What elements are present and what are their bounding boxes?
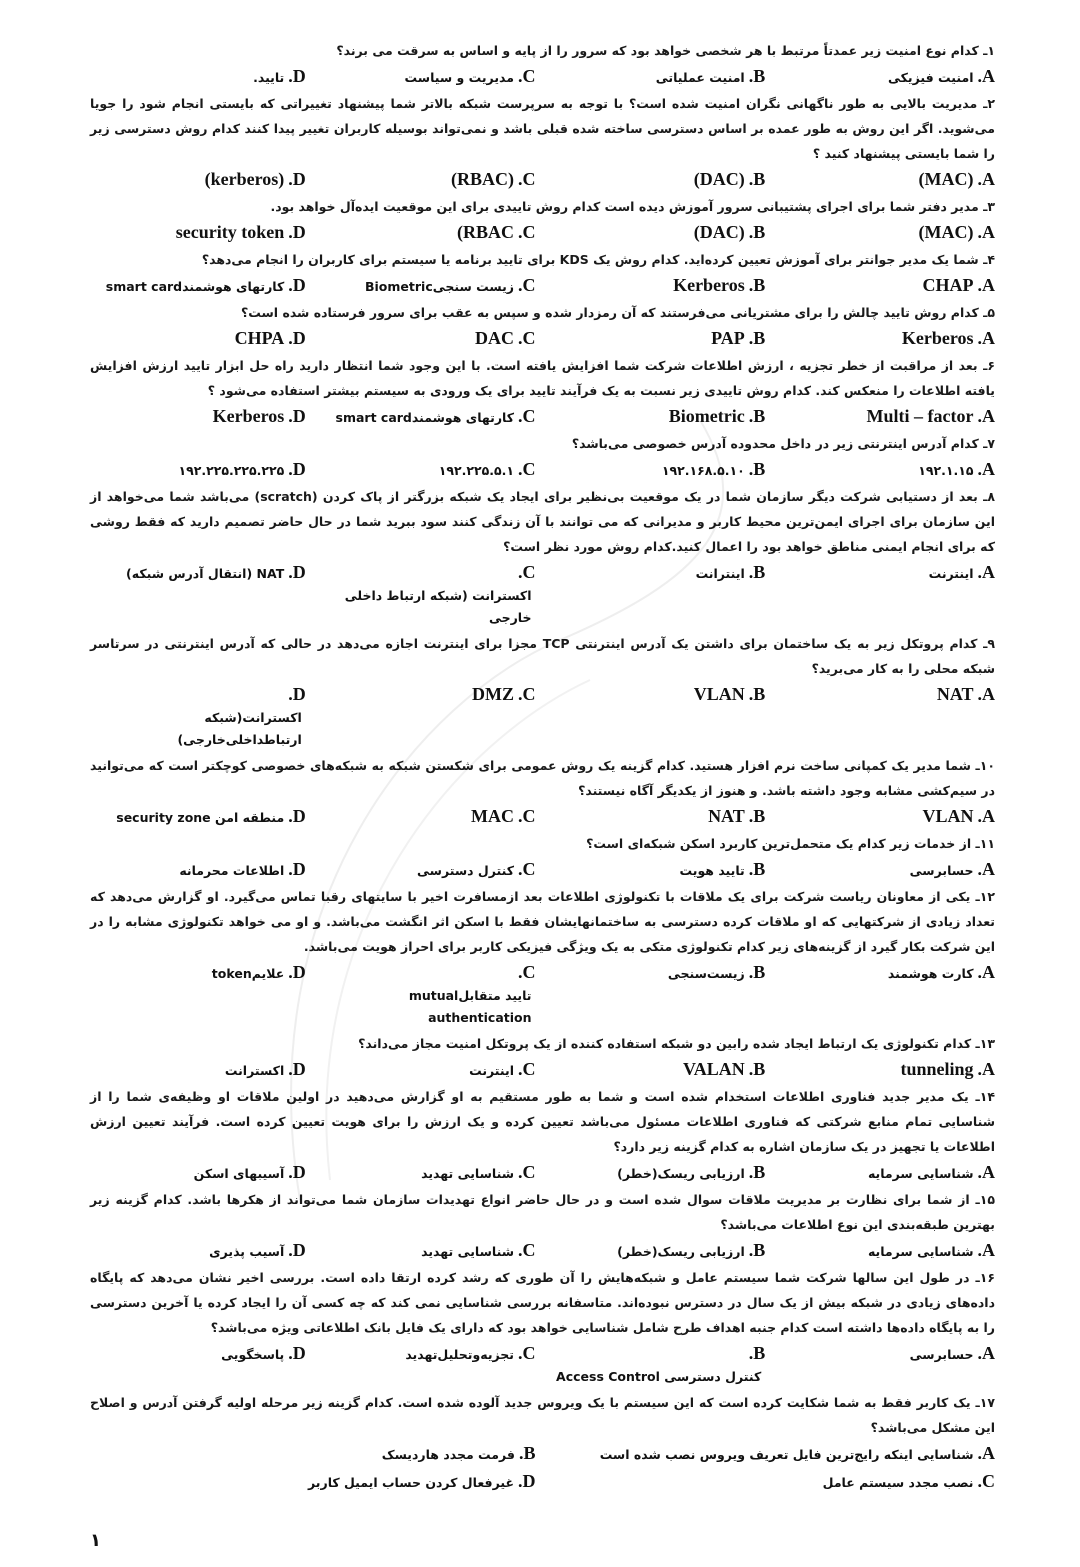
option-letter: B .	[749, 803, 766, 829]
option-letter: C .	[518, 1159, 536, 1185]
answer-option[interactable]	[320, 325, 536, 351]
answer-option[interactable]	[779, 272, 995, 298]
answer-option[interactable]	[550, 325, 766, 351]
answer-option[interactable]	[90, 1440, 536, 1466]
option-letter: D .	[288, 803, 306, 829]
option-text: شناسایی تهدید	[421, 1166, 514, 1181]
answer-option[interactable]	[90, 856, 306, 882]
option-letter: C .	[518, 1237, 536, 1263]
answer-option[interactable]	[779, 803, 995, 829]
answer-option[interactable]	[90, 325, 306, 351]
option-text: NAT	[708, 806, 745, 826]
question-text: ۶ـ بعد از مراقبت از خطر تجزیه ، ارزش اطلاعات شرکت شما افزایش یافته است. با این وجود شما انتظار دارید راه حل ابزار تایید ارزش افزایش یافته اطلاعات را منعکس کند. کدام روش تاییدی زیر نسبت به یک فرآیند تایید برای یک ورودی به سیستم بیشتر استفاده می‌شود ؟	[90, 358, 995, 398]
answer-option[interactable]	[550, 1237, 766, 1263]
option-text: CHPA	[234, 328, 285, 348]
option-text: زیست‌سنجی	[667, 966, 745, 981]
option-letter: B .	[749, 456, 766, 482]
option-text: شناسایی سرمایه	[867, 1166, 974, 1181]
option-text: VALAN	[683, 1059, 745, 1079]
option-letter: B .	[749, 1237, 766, 1263]
answer-option[interactable]	[550, 403, 766, 429]
option-text: (kerberos)	[204, 169, 285, 189]
option-letter: B .	[749, 559, 766, 585]
answer-option[interactable]	[90, 959, 306, 1029]
option-letter: A .	[978, 63, 996, 89]
option-text: ۱۹۲.۲۲۵.۲۲۵.۲۲۵	[178, 463, 285, 478]
answer-option[interactable]	[779, 456, 995, 482]
option-letter: D .	[288, 272, 306, 298]
answer-option[interactable]	[550, 63, 766, 89]
option-letter: A .	[978, 325, 996, 351]
options-row	[90, 1340, 995, 1388]
option-letter: A .	[978, 1237, 996, 1263]
option-letter: A .	[978, 1340, 996, 1366]
answer-option[interactable]	[550, 1440, 996, 1466]
answer-option[interactable]	[90, 1340, 306, 1388]
option-text: پاسخگویی	[221, 1347, 285, 1362]
option-text: کارت هوشمند	[887, 966, 974, 981]
option-letter: A .	[978, 219, 996, 245]
options-row	[90, 681, 995, 751]
option-text: حسابرسی	[909, 1347, 974, 1362]
option-text: (MAC)	[918, 169, 974, 189]
option-letter: C .	[518, 856, 536, 882]
answer-option[interactable]	[779, 219, 995, 245]
question-text: ۳ـ مدیر دفتر شما برای اجرای پشتیبانی سرور آموزش دیده است کدام روش تاییدی برای این موقعیت ایده‌آل خواهد بود.	[270, 199, 995, 214]
option-letter: A .	[978, 1159, 996, 1185]
option-letter: C .	[518, 1056, 536, 1082]
question-text: ۱۵ـ از شما برای نظارت بر مدیریت ملاقات سوال شده است و در حال حاضر انواع تهدیدات سازمان شما می‌تواند از هکرها باشد. کدام گزینه زیر بهترین طبقه‌بندی این نوع اطلاعات می‌باشد؟	[90, 1192, 995, 1232]
option-letter: C .	[518, 1340, 536, 1366]
option-text: کنترل دسترسی	[417, 863, 514, 878]
answer-option[interactable]	[320, 219, 536, 245]
answer-option[interactable]	[779, 856, 995, 882]
answer-option[interactable]	[779, 559, 995, 629]
option-text: اطلاعات محرمانه	[179, 863, 285, 878]
option-text: حسابرسی	[909, 863, 974, 878]
answer-option[interactable]	[320, 166, 536, 192]
option-text: RBAC)	[456, 222, 514, 242]
option-text: ۱۹۲.۱۶۸.۵.۱۰	[661, 463, 745, 478]
answer-option[interactable]	[550, 219, 766, 245]
options-row	[90, 856, 995, 882]
answer-option[interactable]	[550, 1468, 996, 1494]
option-letter: B .	[749, 1159, 766, 1185]
option-text: DMZ	[472, 684, 514, 704]
option-letter: D .	[288, 219, 306, 245]
answer-option[interactable]	[90, 272, 306, 298]
option-text: Kerberos	[212, 406, 285, 426]
options-row	[90, 272, 995, 298]
answer-option[interactable]	[90, 403, 306, 429]
option-text: زیست سنجیBiometric	[365, 279, 514, 294]
options-row	[90, 959, 995, 1029]
option-text: منطقه امن security zone	[116, 810, 285, 825]
option-letter: C .	[518, 959, 536, 985]
answer-option[interactable]	[90, 1468, 536, 1494]
answer-option[interactable]	[90, 1056, 306, 1082]
option-text: تایید متقابلmutual authentication	[408, 988, 532, 1025]
answer-option[interactable]	[550, 1159, 766, 1185]
option-text: (DAC)	[693, 222, 745, 242]
option-text: مدیریت و سیاست	[404, 70, 514, 85]
answer-option[interactable]	[550, 959, 766, 1029]
option-text: VLAN	[693, 684, 745, 704]
option-text: شناسایی سرمایه	[867, 1244, 974, 1259]
answer-option[interactable]	[320, 1340, 536, 1388]
answer-option[interactable]	[779, 403, 995, 429]
answer-option[interactable]	[320, 681, 536, 751]
option-text: امنیت فیزیکی	[888, 70, 974, 85]
option-text: (MAC)	[918, 222, 974, 242]
option-letter: C .	[518, 456, 536, 482]
answer-option[interactable]	[320, 63, 536, 89]
option-letter: B .	[749, 63, 766, 89]
answer-option[interactable]	[90, 1237, 306, 1263]
option-letter: B .	[749, 272, 766, 298]
option-letter: C .	[518, 219, 536, 245]
answer-option[interactable]	[779, 959, 995, 1029]
option-letter: D .	[288, 403, 306, 429]
option-text: اکسترانت(شبکه ارتباطداخلی‌خارجی)	[177, 710, 302, 747]
option-text: شناسایی اینکه رایج‌ترین فایل تعریف ویروس نصب شده است	[599, 1447, 974, 1462]
option-letter: A .	[978, 559, 996, 585]
option-text: تجزیه‌وتحلیل‌تهدید	[405, 1347, 514, 1362]
option-letter: B .	[749, 856, 766, 882]
option-letter: D .	[288, 456, 306, 482]
option-letter: A .	[978, 1440, 996, 1466]
option-text: اکسترانت (شبکه ارتباط داخلی خارجی	[344, 588, 532, 625]
option-letter: C .	[518, 403, 536, 429]
answer-option[interactable]	[90, 63, 306, 89]
answer-option[interactable]	[550, 456, 766, 482]
question-text: ۸ـ بعد از دستیابی شرکت دیگر سازمان شما در یک موقعیت بی‌نظیر برای ایجاد یک شبکه بزرگتر از پاک کردن (scratch) می‌باشد شما می‌خواهد از این سازمان برای اجرای ایمن‌ترین محیط کاربر و مدیرانی که می توانند با آن زندگی کنند سود ببرید شما در حال حاضر تصمیم دارید که فقط روشی که برای انجام ایمنی مناطق خواهد بود را اعمال کنید.کدام روش مورد نظر است؟	[90, 489, 995, 554]
options-row	[90, 403, 995, 429]
option-letter: B .	[749, 681, 766, 707]
option-letter: C .	[518, 681, 536, 707]
option-letter: A .	[978, 272, 996, 298]
option-letter: C .	[518, 325, 536, 351]
answer-option[interactable]	[550, 559, 766, 629]
option-letter: C .	[518, 803, 536, 829]
option-letter: C .	[518, 63, 536, 89]
options-row	[90, 166, 995, 192]
option-text: آسیبهای اسکن	[193, 1166, 285, 1181]
answer-option[interactable]	[320, 856, 536, 882]
question-text: ۱۰ـ شما مدیر یک کمپانی ساخت نرم افزار هستید. کدام گزینه یک روش عمومی برای شکستن شبکه به شبکه‌های خصوصی کوچکتر است که می‌توانید در سیم‌کشی مشابه وجود داشته باشد. و هنوز از یکدیگر آگاه نیستند؟	[90, 758, 995, 798]
option-text: شناسایی تهدید	[421, 1244, 514, 1259]
answer-option[interactable]	[550, 272, 766, 298]
option-letter: B .	[519, 1440, 536, 1466]
option-text: VLAN	[922, 806, 974, 826]
options-row	[90, 1468, 995, 1494]
answer-option[interactable]	[320, 456, 536, 482]
answer-option[interactable]	[550, 1056, 766, 1082]
option-letter: A .	[978, 1056, 996, 1082]
answer-option[interactable]	[779, 681, 995, 751]
option-text: فرمت مجدد هاردیسک	[381, 1447, 515, 1462]
question-text: ۱ـ کدام نوع امنیت زیر عمدتاً مرتبط با هر شخصی خواهد بود که سرور را از پایه و اساس به سرقت می برند؟	[336, 43, 995, 58]
answer-option[interactable]	[779, 325, 995, 351]
option-text: Biometric	[668, 406, 745, 426]
option-text: ارزیابی ریسک(خطر)	[617, 1166, 745, 1181]
answer-option[interactable]	[320, 1159, 536, 1185]
option-text: NAT	[936, 684, 974, 704]
option-text: نصب مجدد سیستم عامل	[822, 1475, 974, 1490]
answer-option[interactable]	[320, 559, 536, 629]
question-text: ۱۶ـ در طول این سالها شرکت شما سیستم عامل و شبکه‌هایش را آن طوری که رشد کرده ارتقا داده است. بررسی اخیر نشان می‌دهد که پایگاه داده‌های زیادی در شبکه بیش از یک سال در دسترس نبوده‌اند. متاسفانه بررسی شناسایی نمی کند که چه کسی آن را ایجاد کرده یا آخرین دسترسی را به پایگاه داده‌ها داشته است کدام جنبه اهداف طرح شامل شناسایی خواهد بود که دارای یک فایل بانک اطلاعاتی ویژه می‌باشد؟	[90, 1270, 995, 1335]
question-text: ۱۱ـ از خدمات زیر کدام یک متحمل‌ترین کاربرد اسکن شبکه‌ای است؟	[586, 836, 995, 851]
answer-option[interactable]	[779, 1237, 995, 1263]
options-row	[90, 1056, 995, 1082]
option-text: ارزیابی ریسک(خطر)	[617, 1244, 745, 1259]
answer-option[interactable]	[320, 1237, 536, 1263]
answer-option[interactable]	[320, 403, 536, 429]
option-text: tunneling	[900, 1059, 974, 1079]
answer-option[interactable]	[90, 1159, 306, 1185]
question-text: ۲ـ مدیریت بالایی به طور ناگهانی نگران امنیت شده است؟ با توجه به سرپرست شبکه بالاتر شما پیشنهاد تغییراتی که بایستی انجام شود را جویا می‌شوید. اگر این روش به طور عمده بر اساس دسترسی ساخته شده قبلی باشد و نمی‌تواند بوسیله کاربران تغییر پیدا کنند کدام روش دسترسی زیر را شما بایستی پیشنهاد کنید ؟	[90, 96, 995, 161]
options-row	[90, 1440, 995, 1466]
question-text: ۱۳ـ کدام تکنولوژی یک ارتباط ایجاد شده رابین دو شبکه استفاده کننده از یک پروتکل امنیت مجاز می‌داند؟	[358, 1036, 995, 1051]
options-row	[90, 1159, 995, 1185]
answer-option[interactable]	[90, 559, 306, 629]
answer-option[interactable]	[90, 456, 306, 482]
answer-option[interactable]	[779, 63, 995, 89]
option-letter: B .	[749, 959, 766, 985]
option-letter: A .	[978, 403, 996, 429]
option-letter: A .	[978, 803, 996, 829]
option-letter: A .	[978, 856, 996, 882]
answer-option[interactable]	[90, 681, 306, 751]
question-text: ۱۲ـ یکی از معاونان ریاست شرکت برای یک ملاقات با تکنولوژی اطلاعات بعد ازمسافرت اخیر با سایتهای رقبا تماس می‌گیرد. او گزارش می‌دهد که تعداد زیادی از شرکتهایی که او ملاقات کرده دسترسی به ساختمانهایشان فقط با اسکن اثر انگشت می‌باشد. و او می خواهد تکنولوژی مشابه را در این شرکت بکار گیرد از گزینه‌های زیر کدام تکنولوژی متکی به یک ویژگی فیزیکی کاربر برای احراز هویت می‌باشد.	[90, 889, 995, 954]
answer-option[interactable]	[320, 1056, 536, 1082]
option-letter: A .	[978, 959, 996, 985]
answer-option[interactable]	[90, 219, 306, 245]
options-row	[90, 325, 995, 351]
option-text: علایمtoken	[211, 966, 285, 981]
option-text: PAP	[711, 328, 745, 348]
option-letter: D .	[288, 559, 306, 585]
answer-option[interactable]	[779, 1159, 995, 1185]
options-row	[90, 219, 995, 245]
answer-option[interactable]	[320, 272, 536, 298]
option-text: اینترنت	[928, 566, 974, 581]
option-text: تایید هویت	[679, 863, 745, 878]
option-letter: D .	[288, 1340, 306, 1366]
option-letter: D .	[288, 856, 306, 882]
options-row	[90, 559, 995, 629]
option-letter: C .	[978, 1468, 996, 1494]
answer-option[interactable]	[550, 681, 766, 751]
option-text: Kerberos	[673, 275, 745, 295]
option-letter: C .	[518, 559, 536, 585]
answer-option[interactable]	[320, 803, 536, 829]
question-text: ۴ـ شما یک مدیر جوانتر برای آموزش تعیین کرده‌اید. کدام روش یک KDS برای تایید برنامه یا سیستم برای کاربران را انجام می‌دهد؟	[201, 252, 995, 267]
option-letter: D .	[518, 1468, 536, 1494]
options-row	[90, 1237, 995, 1263]
answer-option[interactable]	[550, 856, 766, 882]
answer-option[interactable]	[90, 166, 306, 192]
option-text: امنیت عملیاتی	[655, 70, 745, 85]
option-text: NAT (انتقال آدرس شبکه)	[126, 566, 285, 581]
answer-option[interactable]	[779, 1056, 995, 1082]
options-row	[90, 803, 995, 829]
answer-option[interactable]	[320, 959, 536, 1029]
option-text: ۱۹۲.۱.۱۵	[918, 463, 974, 478]
option-letter: B .	[749, 1340, 766, 1366]
option-text: CHAP	[922, 275, 974, 295]
option-text: اینترنت	[469, 1063, 514, 1078]
answer-option[interactable]	[779, 166, 995, 192]
answer-option[interactable]	[90, 803, 306, 829]
option-letter: B .	[749, 403, 766, 429]
option-letter: D .	[288, 1159, 306, 1185]
answer-option[interactable]	[779, 1340, 995, 1388]
question-text: ۵ـ کدام روش تایید چالش را برای مشتریانی می‌فرستند که آن رمزدار شده و سپس به عقب برای سرور فرستاده شده است؟	[241, 305, 995, 320]
option-text: DAC	[475, 328, 514, 348]
option-letter: C .	[518, 272, 536, 298]
question-text: ۱۷ـ یک کاربر فقط به شما شکایت کرده است که این سیستم با یک ویروس جدید آلوده شده است. کدام گزینه زیر مرحله اولیه گرفتن آدرس و اصلاح این مشکل می‌باشد؟	[90, 1395, 995, 1435]
option-text: کارتهای هوشمندsmart card	[105, 279, 285, 294]
question-text: ۹ـ کدام پروتکل زیر به یک ساختمان برای داشتن یک آدرس اینترنتی TCP مجزا برای اینترنت اجازه می‌دهد در حالی که آدرس اینترنتی در سرتاسر شبکه محلی را به کار می‌برید؟	[90, 636, 996, 676]
question-text: ۱۴ـ یک مدیر جدید فناوری اطلاعات استخدام شده است و شما به طور مستقیم به او گزارش می‌دهید در اولین ملاقات او وظیفه‌ی شما را از شناسایی تمام منابع شرکتی که فناوری اطلاعات مسئول می‌باشد تعیین کرده و یک ارزش را برای هویت تعیین کرده است. فرآیند تعیین ارزش اطلاعات یا تجهیز در یک سازمان اشاره به کدام گزینه زیر دارد؟	[90, 1089, 995, 1154]
answer-option[interactable]	[550, 803, 766, 829]
option-text: آسیب پذیری	[209, 1244, 285, 1259]
option-letter: D .	[288, 959, 306, 985]
option-text: Kerberos	[901, 328, 974, 348]
question-text: ۷ـ کدام آدرس اینترنتی زیر در داخل محدوده آدرس خصوصی می‌باشد؟	[571, 436, 995, 451]
option-letter: D .	[288, 325, 306, 351]
option-letter: D .	[288, 63, 306, 89]
option-letter: D .	[288, 681, 306, 707]
option-text: کنترل دسترسی Access Control	[556, 1369, 762, 1384]
option-text: اینترانت	[695, 566, 745, 581]
option-text: غیرفعال کردن حساب ایمیل کاربر	[308, 1475, 514, 1490]
option-letter: D .	[288, 166, 306, 192]
options-row	[90, 456, 995, 482]
option-text: (DAC)	[693, 169, 745, 189]
option-text: ۱۹۲.۲۲۵.۵.۱	[438, 463, 514, 478]
option-text: Multi – factor	[866, 406, 974, 426]
option-letter: B .	[749, 325, 766, 351]
option-letter: C .	[518, 166, 536, 192]
answer-option[interactable]	[550, 166, 766, 192]
option-text: کارتهای هوشمندsmart card	[335, 410, 514, 425]
option-letter: A .	[978, 166, 996, 192]
answer-option[interactable]	[550, 1340, 766, 1388]
option-letter: A .	[978, 681, 996, 707]
option-letter: D .	[288, 1056, 306, 1082]
page-number: ۱	[90, 1530, 101, 1551]
options-row	[90, 63, 995, 89]
option-text: MAC	[471, 806, 514, 826]
option-letter: D .	[288, 1237, 306, 1263]
option-letter: B .	[749, 166, 766, 192]
option-text: اکسترانت	[224, 1063, 285, 1078]
option-letter: A .	[978, 456, 996, 482]
option-text: (RBAC)	[450, 169, 514, 189]
option-text: تایید.	[253, 70, 285, 85]
option-text: security token	[175, 222, 285, 242]
option-letter: B .	[749, 1056, 766, 1082]
option-letter: B .	[749, 219, 766, 245]
